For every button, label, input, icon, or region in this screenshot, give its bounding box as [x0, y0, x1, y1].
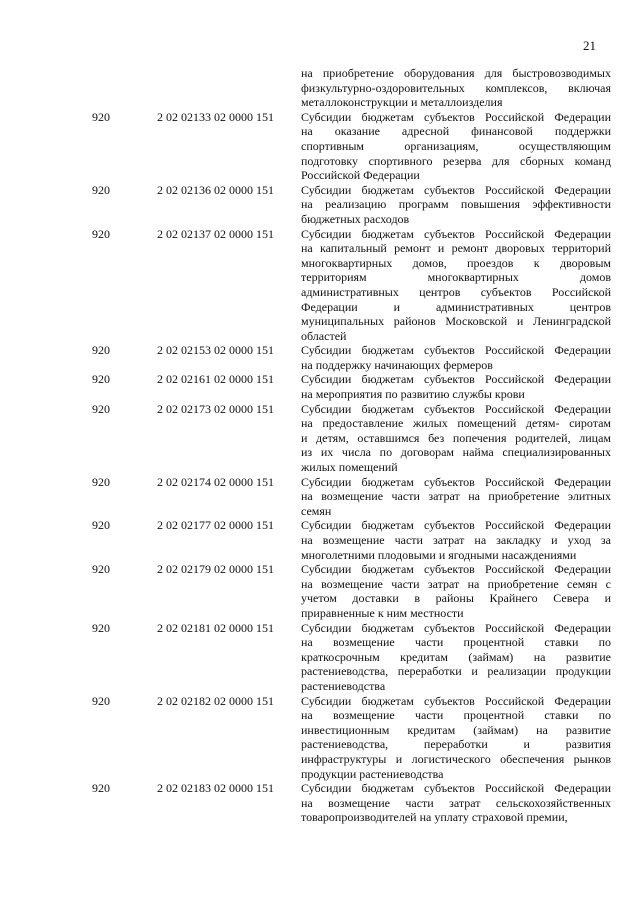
- description: [301, 518, 611, 562]
- description-line: на реализацию программ повышения эффективности: [301, 197, 611, 212]
- admin-code: 920: [92, 182, 110, 197]
- description-line: на возмещение части процентной ставки по: [301, 708, 611, 723]
- description-line: инвестиционным кредитам (займам) на развитие: [301, 722, 611, 737]
- description: [301, 66, 611, 110]
- admin-code: 920: [92, 343, 110, 358]
- description-line: на капитальный ремонт и ремонт дворовых территорий: [301, 241, 611, 256]
- budget-code: 2 02 02174 02 0000 151: [157, 474, 274, 489]
- admin-code: 920: [92, 474, 110, 489]
- budget-code: 2 02 02153 02 0000 151: [157, 343, 274, 358]
- description-line: растениеводства: [301, 678, 386, 693]
- description-line: подготовку спортивного резерва для сборных команд: [301, 153, 611, 168]
- table-row: [0, 66, 640, 110]
- description: [301, 110, 611, 183]
- budget-code: 2 02 02182 02 0000 151: [157, 693, 274, 708]
- budget-code: 2 02 02133 02 0000 151: [157, 109, 274, 124]
- admin-code: 920: [92, 518, 110, 533]
- admin-code: 920: [92, 226, 110, 241]
- admin-code: 920: [92, 693, 110, 708]
- budget-code: 2 02 02177 02 0000 151: [157, 518, 274, 533]
- description: [301, 227, 611, 344]
- description-line: областей: [301, 328, 347, 343]
- description-line: на предоставление жилых помещений детям- сиротам: [301, 416, 611, 431]
- table-row: [0, 227, 640, 344]
- description-line: на возмещение части процентной ставки по: [301, 635, 611, 650]
- description-line: на возмещение части затрат на приобретение элитных: [301, 489, 611, 504]
- description-line: товаропроизводителей на уплату страховой премии,: [301, 810, 568, 825]
- description: [301, 343, 611, 372]
- description-line: на оказание адресной финансовой поддержки: [301, 124, 611, 139]
- description-line: физкультурно-оздоровительных комплексов, включая: [301, 80, 611, 95]
- description-line: Субсидии бюджетам субъектов Российской Федерации: [301, 474, 611, 489]
- table-row: [0, 781, 640, 825]
- description-line: жилых помещений: [301, 460, 398, 475]
- table-row: [0, 518, 640, 562]
- description-line: спортивным организациям, осуществляющим: [301, 138, 611, 153]
- description-line: растениеводства, переработки и развития: [301, 737, 611, 752]
- description-line: краткосрочным кредитам (займам) на развитие: [301, 649, 611, 664]
- description-line: на возмещение части затрат на приобретение семян с: [301, 576, 611, 591]
- description-line: многоквартирных домов, проездов к дворовым: [301, 255, 611, 270]
- description-line: бюджетных расходов: [301, 211, 410, 226]
- description: [301, 694, 611, 782]
- table-row: [0, 183, 640, 227]
- description-line: административных центров субъектов Российской: [301, 284, 611, 299]
- table-row: [0, 343, 640, 372]
- description: [301, 621, 611, 694]
- description: [301, 372, 611, 401]
- table-row: [0, 402, 640, 475]
- budget-code: 2 02 02161 02 0000 151: [157, 372, 274, 387]
- description-line: на мероприятия по развитию службы крови: [301, 387, 525, 402]
- description-line: Субсидии бюджетам субъектов Российской Федерации: [301, 620, 611, 635]
- budget-code: 2 02 02137 02 0000 151: [157, 226, 274, 241]
- budget-code: 2 02 02183 02 0000 151: [157, 781, 274, 796]
- description-line: Российской Федерации: [301, 168, 420, 183]
- description-line: Субсидии бюджетам субъектов Российской Федерации: [301, 109, 611, 124]
- description-line: семян: [301, 503, 332, 518]
- table-row: [0, 372, 640, 401]
- table-row: [0, 110, 640, 183]
- description-line: муниципальных районов Московской и Ленинградской: [301, 314, 611, 329]
- description-line: Субсидии бюджетам субъектов Российской Федерации: [301, 693, 611, 708]
- description-line: Субсидии бюджетам субъектов Российской Федерации: [301, 781, 611, 796]
- description-line: инфраструктуры и логистического обеспечения рынков: [301, 751, 611, 766]
- budget-code: 2 02 02179 02 0000 151: [157, 562, 274, 577]
- description-line: учетом доставки в районы Крайнего Севера и: [301, 591, 611, 606]
- description-line: растениеводства, переработки и реализации продукции: [301, 664, 611, 679]
- budget-classification-table: [0, 66, 640, 825]
- description-line: Субсидии бюджетам субъектов Российской Федерации: [301, 182, 611, 197]
- description: [301, 402, 611, 475]
- table-row: [0, 475, 640, 519]
- table-row: [0, 694, 640, 782]
- description: [301, 183, 611, 227]
- description-line: многолетними плодовыми и ягодными насаждениями: [301, 547, 577, 562]
- description-line: продукции растениеводства: [301, 766, 444, 781]
- description: [301, 781, 611, 825]
- admin-code: 920: [92, 781, 110, 796]
- description-line: на приобретение оборудования для быстровозводимых: [301, 66, 611, 80]
- admin-code: 920: [92, 401, 110, 416]
- description-line: Субсидии бюджетам субъектов Российской Федерации: [301, 226, 611, 241]
- budget-code: 2 02 02181 02 0000 151: [157, 620, 274, 635]
- description: [301, 475, 611, 519]
- description-line: Субсидии бюджетам субъектов Российской Федерации: [301, 343, 611, 358]
- description-line: металлоконструкции и металлоизделия: [301, 95, 503, 110]
- description-line: Субсидии бюджетам субъектов Российской Федерации: [301, 518, 611, 533]
- description-line: приравненные к ним местности: [301, 605, 464, 620]
- admin-code: 920: [92, 620, 110, 635]
- description-line: на поддержку начинающих фермеров: [301, 357, 493, 372]
- page-number: 21: [583, 38, 596, 53]
- description-line: на возмещение части затрат сельскохозяйственных: [301, 795, 611, 810]
- description: [301, 562, 611, 620]
- budget-code: 2 02 02173 02 0000 151: [157, 401, 274, 416]
- description-line: территориям многоквартирных домов: [301, 270, 611, 285]
- admin-code: 920: [92, 372, 110, 387]
- budget-code: 2 02 02136 02 0000 151: [157, 182, 274, 197]
- description-line: Субсидии бюджетам субъектов Российской Федерации: [301, 562, 611, 577]
- admin-code: 920: [92, 562, 110, 577]
- description-line: Субсидии бюджетам субъектов Российской Федерации: [301, 372, 611, 387]
- description-line: из их числа по договорам найма специализированных: [301, 445, 611, 460]
- description-line: на возмещение части затрат на закладку и уход за: [301, 533, 611, 547]
- table-row: [0, 562, 640, 620]
- admin-code: 920: [92, 109, 110, 124]
- description-line: и детям, оставшимся без попечения родителей, лицам: [301, 430, 611, 445]
- description-line: Субсидии бюджетам субъектов Российской Федерации: [301, 401, 611, 416]
- description-line: Федерации и административных центров: [301, 299, 611, 314]
- table-row: [0, 621, 640, 694]
